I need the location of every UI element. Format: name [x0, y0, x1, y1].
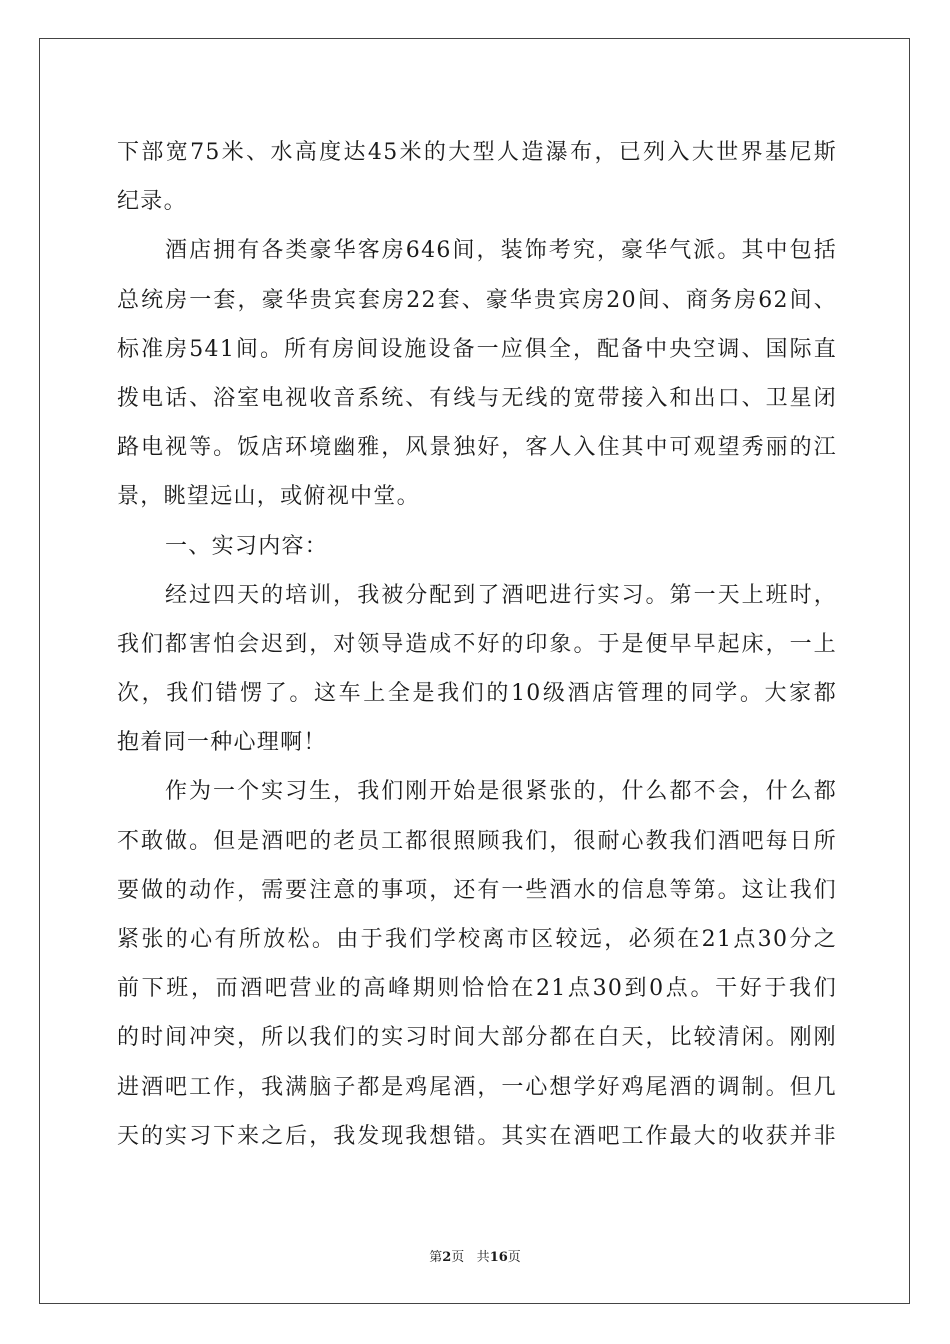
text-line: 我们都害怕会迟到，对领导造成不好的印象。于是便早早起床，一上: [117, 631, 837, 657]
footer-total-pages: 16: [489, 1250, 508, 1265]
text-line: 景，眺望远山，或俯视中堂。: [117, 484, 420, 510]
footer-total-suffix: 页: [507, 1250, 521, 1265]
text-line: 下部宽75米、水高度达45米的大型人造瀑布，已列入大世界基尼斯: [117, 140, 837, 165]
text-line: 酒店拥有各类豪华客房646间，装饰考究，豪华气派。其中包括: [165, 238, 837, 264]
text-line: 一、实习内容：: [165, 533, 329, 559]
footer-total-prefix: 共: [476, 1250, 490, 1265]
text-line: 紧张的心有所放松。由于我们学校离市区较远，必须在21点30分之: [117, 927, 837, 952]
text-line: 总统房一套，豪华贵宾套房22套、豪华贵宾房20间、商务房62间、: [117, 287, 837, 313]
text-line: 抱着同一种心理啊！: [117, 730, 327, 756]
page-footer: [0, 1246, 950, 1265]
text-line: 纪录。: [117, 189, 187, 215]
text-line: 次，我们错愣了。这车上全是我们的10级酒店管理的同学。大家都: [117, 681, 837, 707]
footer-page-number: 2: [442, 1250, 452, 1265]
text-line: 不敢做。但是酒吧的老员工都很照顾我们，很耐心教我们酒吧每日所: [117, 828, 837, 854]
text-line: 标准房541间。所有房间设施设备一应俱全，配备中央空调、国际直: [117, 336, 837, 362]
footer-page-suffix: 页: [451, 1250, 465, 1265]
text-line: 拨电话、浴室电视收音系统、有线与无线的宽带接入和出口、卫星闭: [117, 385, 837, 411]
text-line: 天的实习下来之后，我发现我想错。其实在酒吧工作最大的收获并非: [117, 1123, 837, 1149]
text-line: 作为一个实习生，我们刚开始是很紧张的，什么都不会，什么都: [165, 779, 837, 805]
text-line: 进酒吧工作，我满脑子都是鸡尾酒，一心想学好鸡尾酒的调制。但几: [117, 1074, 837, 1100]
document-body: [117, 128, 837, 1161]
text-line: 前下班，而酒吧营业的高峰期则恰恰在21点30到0点。干好于我们: [117, 976, 837, 1002]
text-line: 经过四天的培训，我被分配到了酒吧进行实习。第一天上班时，: [165, 582, 837, 608]
text-line: 的时间冲突，所以我们的实习时间大部分都在白天，比较清闲。刚刚: [117, 1025, 837, 1051]
text-line: 路电视等。饭店环境幽雅，风景独好，客人入住其中可观望秀丽的江: [117, 435, 837, 461]
text-line: 要做的动作，需要注意的事项，还有一些酒水的信息等第。这让我们: [117, 877, 837, 903]
footer-prefix: 第: [429, 1250, 443, 1265]
